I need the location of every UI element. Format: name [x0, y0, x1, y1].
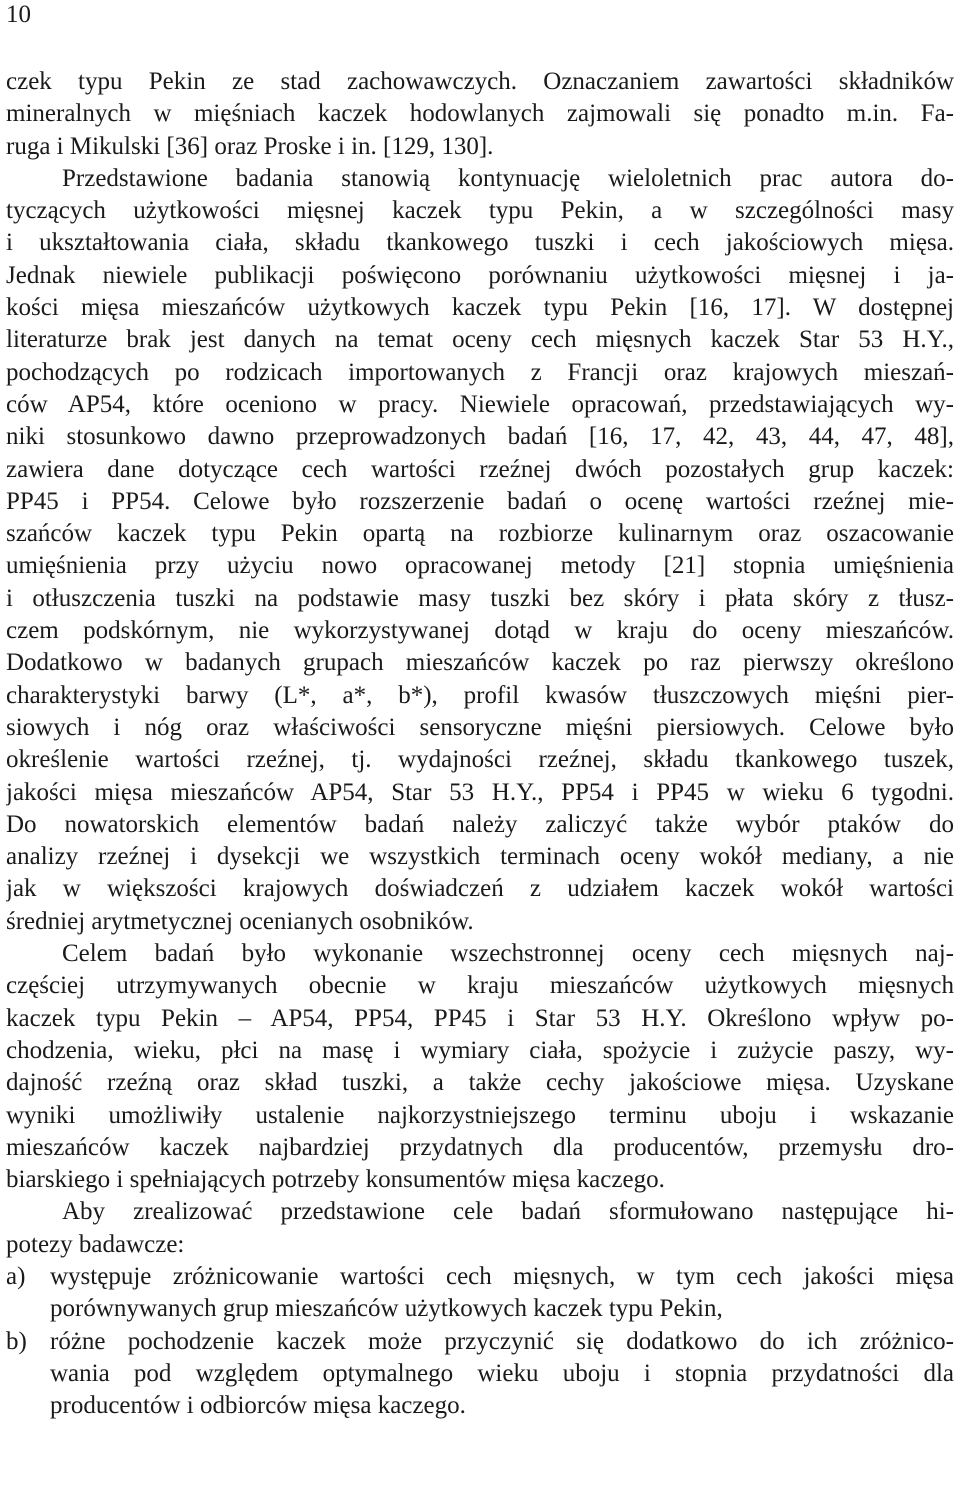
text-line: Przedstawione badania stanowią kontynuację wieloletnich prac autora do-: [62, 164, 954, 192]
text-line: literaturze brak jest danych na temat oceny cech mięsnych kaczek Star 53 H.Y.,: [6, 326, 954, 354]
text-line: Do nowatorskich elementów badań należy zaliczyć także wybór ptaków do: [6, 810, 954, 838]
text-line: producentów i odbiorców mięsa kaczego.: [50, 1392, 466, 1420]
text-line: i ukształtowania ciała, składu tkankowego tuszki i cech jakościowych mięsa.: [6, 229, 954, 257]
paragraph-continuation: [6, 66, 954, 163]
list-item: [6, 1326, 954, 1423]
text-line: jak w większości krajowych doświadczeń z udziałem kaczek wokół wartości: [6, 875, 954, 903]
list-item: [6, 1261, 954, 1326]
text-line: Dodatkowo w badanych grupach mieszańców kaczek po raz pierwszy określono: [6, 649, 954, 677]
text-line: występuje zróżnicowanie wartości cech mięsnych, w tym cech jakości mięsa: [50, 1262, 954, 1290]
text-line: częściej utrzymywanych obecnie w kraju mieszańców użytkowych mięsnych: [6, 972, 954, 1000]
text-line: różne pochodzenie kaczek może przyczynić się dodatkowo do ich zróżnico-: [50, 1327, 954, 1355]
list-item-text: [50, 1261, 954, 1326]
text-line: czem podskórnym, nie wykorzystywanej dotąd w kraju do oceny mieszańców.: [6, 617, 954, 645]
text-line: średniej arytmetycznej ocenianych osobników.: [6, 907, 474, 935]
text-line: mineralnych w mięśniach kaczek hodowlanych zajmowali się ponadto m.in. Fa-: [6, 100, 954, 128]
text-line: chodzenia, wieku, płci na masę i wymiary ciała, spożycie i zużycie paszy, wy-: [6, 1036, 954, 1064]
text-line: porównywanych grup mieszańców użytkowych kaczek typu Pekin,: [50, 1295, 723, 1323]
text-line: ców AP54, które oceniono w pracy. Niewiele opracowań, przedstawiających wy-: [6, 390, 954, 418]
page-number: 10: [6, 1, 31, 28]
text-line: czek typu Pekin ze stad zachowawczych. Oznaczaniem zawartości składników: [6, 68, 954, 95]
list-item-text: [50, 1326, 954, 1423]
text-line: tyczących użytkowości mięsnej kaczek typu Pekin, a w szczególności masy: [6, 197, 954, 225]
text-line: analizy rzeźnej i dysekcji we wszystkich terminach oceny wokół mediany, a nie: [6, 843, 954, 871]
list-marker: b): [6, 1327, 27, 1355]
text-line: Aby zrealizować przedstawione cele badań sformułowano następujące hi-: [62, 1198, 954, 1226]
text-line: potezy badawcze:: [6, 1230, 185, 1258]
text-line: PP45 i PP54. Celowe było rozszerzenie badań o ocenę wartości rzeźnej mie-: [6, 487, 954, 515]
paragraph-hypotheses-intro: [6, 1196, 954, 1261]
text-line: Celem badań było wykonanie wszechstronnej oceny cech mięsnych naj-: [62, 940, 954, 968]
text-line: wyniki umożliwiły ustalenie najkorzystniejszego terminu uboju i wskazanie: [6, 1101, 954, 1129]
text-line: dajność rzeźną oraz skład tuszki, a także cechy jakościowe mięsa. Uzyskane: [6, 1069, 954, 1097]
text-line: mieszańców kaczek najbardziej przydatnych dla producentów, przemysłu dro-: [6, 1133, 954, 1161]
paragraph-research-aim: [6, 938, 954, 1196]
text-line: charakterystyki barwy (L*, a*, b*), profil kwasów tłuszczowych mięśni pier-: [6, 681, 954, 709]
text-line: niki stosunkowo dawno przeprowadzonych badań [16, 17, 42, 43, 44, 47, 48],: [6, 423, 954, 451]
paragraph-research-context: [6, 163, 954, 938]
text-line: umięśnienia przy użyciu nowo opracowanej metody [21] stopnia umięśnienia: [6, 552, 954, 580]
text-line: kości mięsa mieszańców użytkowych kaczek typu Pekin [16, 17]. W dostępnej: [6, 294, 954, 322]
text-line: siowych i nóg oraz właściwości sensoryczne mięśni piersiowych. Celowe było: [6, 713, 954, 741]
text-line: Jednak niewiele publikacji poświęcono porównaniu użytkowości mięsnej i ja-: [6, 261, 954, 289]
text-line: wania pod względem optymalnego wieku uboju i stopnia przydatności dla: [50, 1359, 954, 1387]
text-line: jakości mięsa mieszańców AP54, Star 53 H.Y., PP54 i PP45 w wieku 6 tygodni.: [6, 778, 954, 806]
text-line: ruga i Mikulski [36] oraz Proske i in. [129, 130].: [6, 132, 494, 160]
body-text: [6, 66, 954, 1422]
text-line: i otłuszczenia tuszki na podstawie masy tuszki bez skóry i płata skóry z tłusz-: [6, 584, 954, 612]
hypotheses-list: [6, 1261, 954, 1422]
text-line: kaczek typu Pekin – AP54, PP54, PP45 i Star 53 H.Y. Określono wpływ po-: [6, 1004, 954, 1032]
text-line: biarskiego i spełniających potrzeby konsumentów mięsa kaczego.: [6, 1166, 665, 1194]
text-line: zawiera dane dotyczące cech wartości rzeźnej dwóch pozostałych grup kaczek:: [6, 455, 954, 483]
text-line: pochodzących po rodzicach importowanych z Francji oraz krajowych mieszań-: [6, 358, 954, 386]
text-line: szańców kaczek typu Pekin opartą na rozbiorze kulinarnym oraz oszacowanie: [6, 520, 954, 548]
text-line: określenie wartości rzeźnej, tj. wydajności rzeźnej, składu tkankowego tuszek,: [6, 746, 954, 774]
list-marker: a): [6, 1262, 26, 1290]
